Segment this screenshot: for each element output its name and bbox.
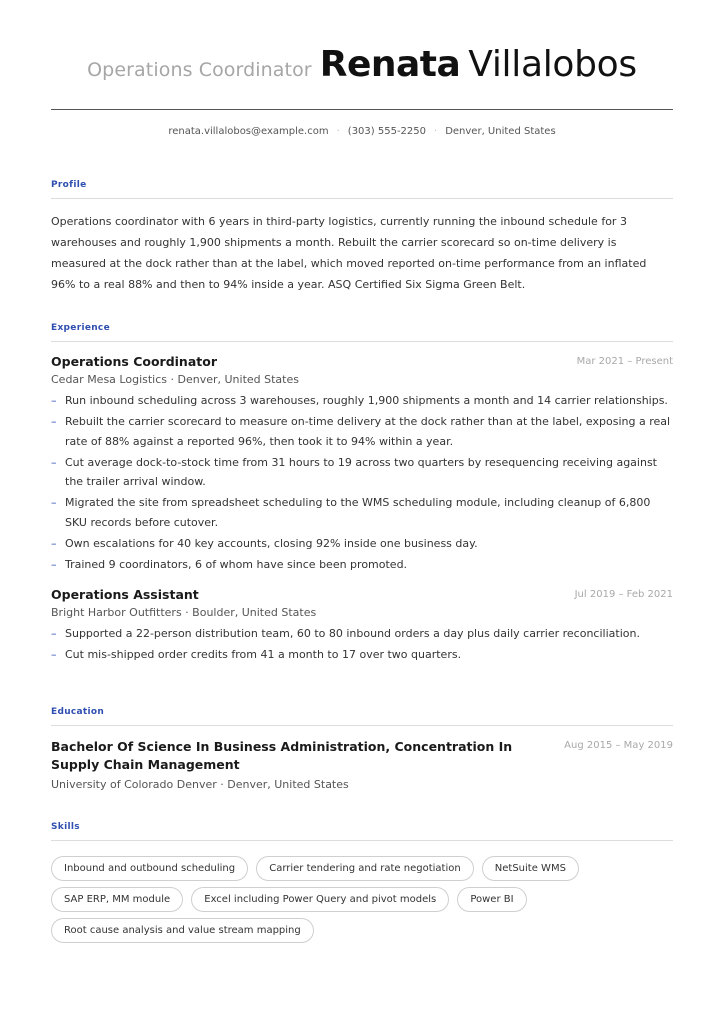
dash-icon: – <box>51 496 57 509</box>
job-bullets <box>51 624 673 665</box>
last-name: Villalobos <box>468 44 637 85</box>
job-title: Operations Coordinator <box>51 354 217 369</box>
contact-line <box>51 126 673 137</box>
first-name: Renata <box>319 44 461 85</box>
job-dates: Mar 2021 – Present <box>576 356 673 367</box>
profile-section <box>51 180 673 295</box>
skill-chip: Carrier tendering and rate negotiation <box>256 856 473 881</box>
contact-separator: · <box>336 126 340 137</box>
contact-email[interactable]: renata.villalobos@example.com <box>168 126 329 137</box>
dash-icon: – <box>51 415 57 428</box>
bullet-item: – Cut mis-shipped order credits from 41 a month to 17 over two quarters. <box>51 645 673 665</box>
section-heading-profile: Profile <box>51 180 673 199</box>
dash-icon: – <box>51 536 57 550</box>
school-name: University of Colorado Denver · Denver, United States <box>51 778 349 791</box>
job-entry <box>51 354 673 574</box>
dash-icon: – <box>51 648 57 661</box>
job-entry <box>51 587 673 665</box>
job-company: Bright Harbor Outfitters · Boulder, United States <box>51 606 317 619</box>
bullet-item: – Run inbound scheduling across 3 warehouses, roughly 1,900 shipments a month and 14 carrier relationships. <box>51 391 673 411</box>
section-heading-skills: Skills <box>51 822 673 841</box>
dash-icon: – <box>51 557 57 571</box>
section-heading-education: Education <box>51 707 673 726</box>
job-role-title: Operations Coordinator <box>87 59 312 81</box>
education-entry <box>51 738 673 791</box>
contact-location: Denver, United States <box>445 126 556 137</box>
skill-chip: Excel including Power Query and pivot models <box>191 887 449 912</box>
experience-section <box>51 323 673 666</box>
skill-chip: Root cause analysis and value stream mapping <box>51 918 314 943</box>
job-dates: Jul 2019 – Feb 2021 <box>574 589 673 600</box>
education-dates: Aug 2015 – May 2019 <box>564 740 673 751</box>
section-heading-experience: Experience <box>51 323 673 342</box>
bullet-item: – Rebuilt the carrier scorecard to measure on-time delivery at the dock rather than at the label, exposing a real rate of 88% against a reported 96%, then took it to 94% within a year. <box>51 412 673 451</box>
bullet-item: – Supported a 22-person distribution team, 60 to 80 inbound orders a day plus daily carrier reconciliation. <box>51 624 673 644</box>
skill-chip: NetSuite WMS <box>482 856 579 881</box>
profile-summary: Operations coordinator with 6 years in third-party logistics, currently running the inbound schedule for 3 warehouses and roughly 1,900 shipments a month. Rebuilt the carrier scorecard so on-time delivery is measured at the dock rather than at the label, which moved reported on-time performance from an inflated 96% to a real 88% and then to 94% inside a year. ASQ Certified Six Sigma Green Belt. <box>51 215 647 291</box>
dash-icon: – <box>51 394 57 407</box>
bullet-item: – Own escalations for 40 key accounts, closing 92% inside one business day. <box>51 534 673 554</box>
job-company: Cedar Mesa Logistics · Denver, United States <box>51 373 299 386</box>
dash-icon: – <box>51 455 57 469</box>
bullet-item: – Cut average dock-to-stock time from 31 hours to 19 across two quarters by resequencing receiving against the trailer arrival window. <box>51 453 673 492</box>
skill-chip: Inbound and outbound scheduling <box>51 856 248 881</box>
skills-list <box>51 856 673 949</box>
skill-chip: SAP ERP, MM module <box>51 887 183 912</box>
job-bullets <box>51 391 673 574</box>
contact-separator: · <box>434 126 438 137</box>
header-divider <box>51 109 673 110</box>
job-title: Operations Assistant <box>51 587 199 602</box>
dash-icon: – <box>51 627 57 640</box>
resume-header <box>51 44 673 85</box>
bullet-item: – Trained 9 coordinators, 6 of whom have since been promoted. <box>51 555 673 575</box>
skills-section <box>51 822 673 949</box>
degree-title: Bachelor Of Science In Business Administration, Concentration In Supply Chain Management <box>51 739 513 772</box>
education-section <box>51 707 673 791</box>
skill-chip: Power BI <box>457 887 526 912</box>
bullet-item: – Migrated the site from spreadsheet scheduling to the WMS scheduling module, including cleanup of 6,800 SKU records before cutover. <box>51 493 673 532</box>
contact-phone[interactable]: (303) 555-2250 <box>347 126 427 137</box>
